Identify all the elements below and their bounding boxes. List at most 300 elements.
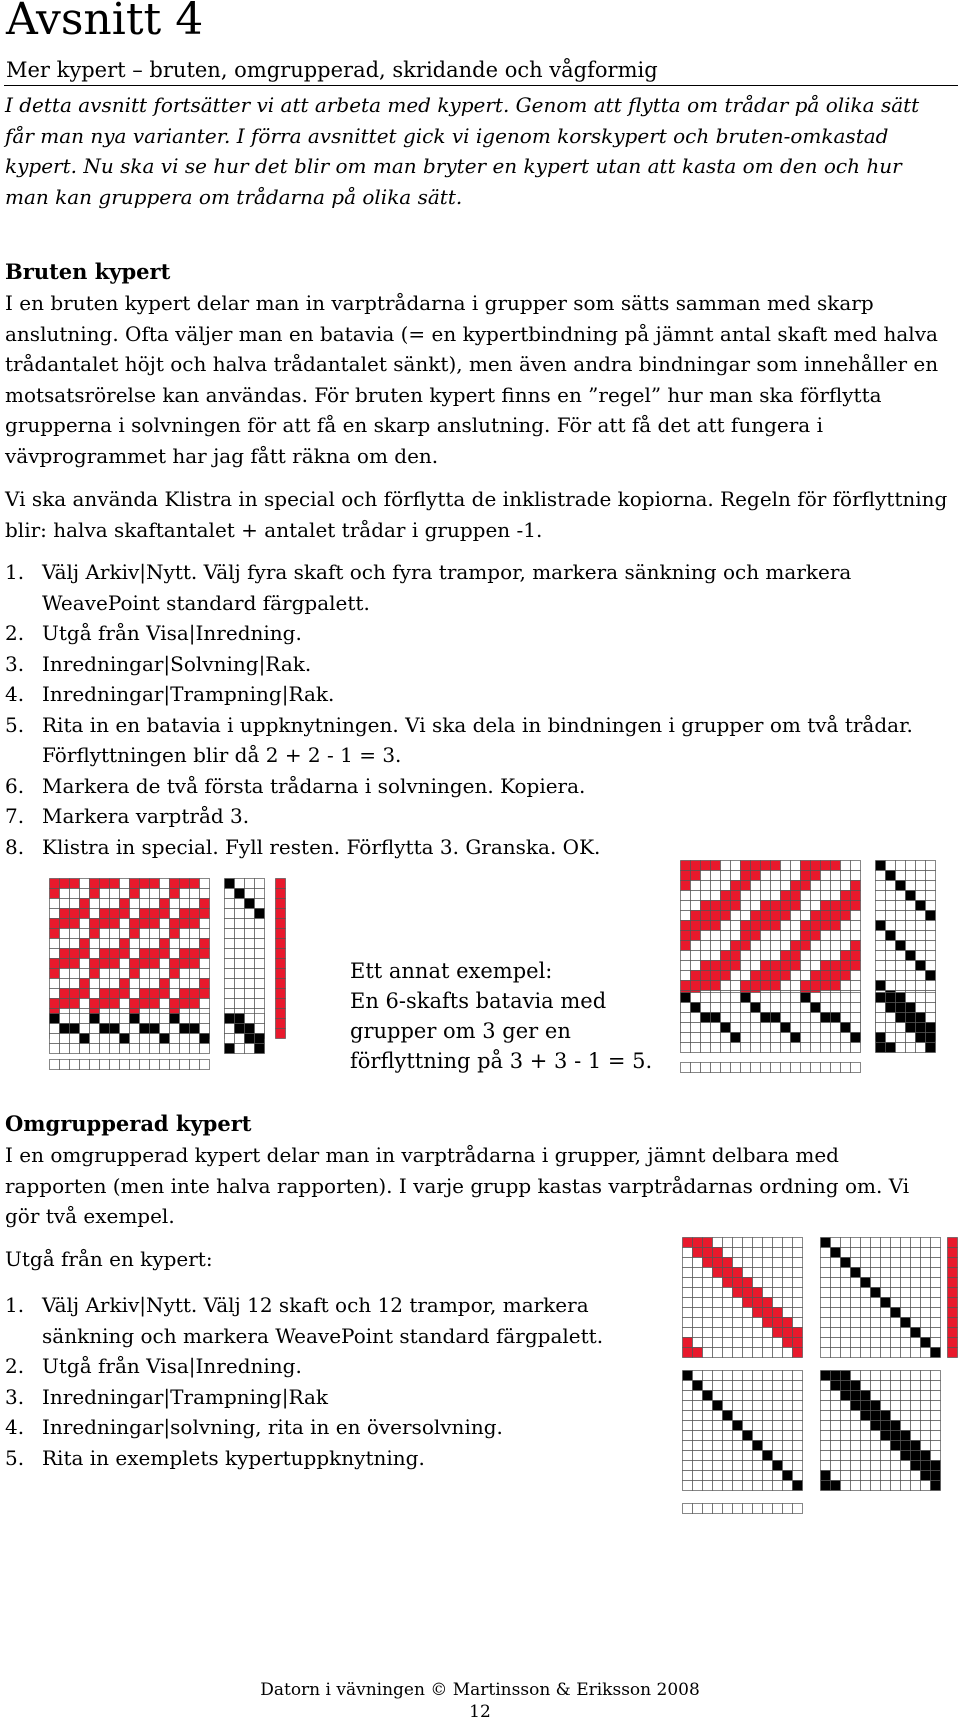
grid-cell <box>60 989 70 999</box>
grid-cell <box>763 1298 773 1308</box>
grid-cell <box>721 881 731 891</box>
grid-cell <box>891 1348 901 1358</box>
grid-cell <box>876 931 886 941</box>
grid-cell <box>851 931 861 941</box>
list-item <box>5 557 930 618</box>
grid-cell <box>276 989 286 999</box>
grid-cell <box>763 1504 773 1514</box>
grid-cell <box>723 1441 733 1451</box>
grid-cell <box>80 999 90 1009</box>
grid-cell <box>886 993 896 1003</box>
grid-cell <box>50 929 60 939</box>
grid-cell <box>841 1371 851 1381</box>
grid-cell <box>731 941 741 951</box>
grid-cell <box>861 1308 871 1318</box>
grid-cell <box>90 929 100 939</box>
grid-cell <box>841 1013 851 1023</box>
grid-cell <box>681 1003 691 1013</box>
grid-cell <box>701 881 711 891</box>
grid-cell <box>753 1431 763 1441</box>
grid-cell <box>763 1348 773 1358</box>
grid-cell <box>723 1348 733 1358</box>
grid-cell <box>906 881 916 891</box>
grid-cell <box>741 891 751 901</box>
grid-cell <box>200 919 210 929</box>
grid-cell <box>255 949 265 959</box>
grid-cell <box>811 881 821 891</box>
grid-cell <box>721 861 731 871</box>
grid-cell <box>691 881 701 891</box>
grid-cell <box>80 1024 90 1034</box>
grid-cell <box>713 1258 723 1268</box>
grid-cell <box>743 1431 753 1441</box>
step-text: Utgå från Visa|Inredning. <box>42 621 302 645</box>
grid-cell <box>235 1034 245 1044</box>
grid-cell <box>783 1431 793 1441</box>
grid-cell <box>100 1060 110 1070</box>
grid-cell <box>691 1003 701 1013</box>
grid-cell <box>861 1471 871 1481</box>
grid-cell <box>50 889 60 899</box>
grid-cell <box>891 1391 901 1401</box>
grid-cell <box>276 969 286 979</box>
grid-cell <box>911 1278 921 1288</box>
grid-cell <box>911 1431 921 1441</box>
grid-cell <box>245 969 255 979</box>
grid-cell <box>811 1043 821 1053</box>
grid-cell <box>255 889 265 899</box>
grid-cell <box>80 979 90 989</box>
grid-cell <box>170 879 180 889</box>
grid-cell <box>881 1391 891 1401</box>
grid-cell <box>926 993 936 1003</box>
grid-cell <box>235 889 245 899</box>
grid-cell <box>731 891 741 901</box>
grid-cell <box>170 929 180 939</box>
grid-cell <box>871 1421 881 1431</box>
grid-cell <box>841 1451 851 1461</box>
figure-bruten-4-shaft-svg <box>49 878 289 1074</box>
grid-cell <box>763 1481 773 1491</box>
grid-cell <box>821 911 831 921</box>
grid-cell <box>821 1268 831 1278</box>
grid-cell <box>861 1371 871 1381</box>
grid-cell <box>683 1461 693 1471</box>
step-text: Markera de två första trådarna i solvningen. Kopiera. <box>42 773 586 798</box>
grid-cell <box>851 961 861 971</box>
grid-cell <box>693 1338 703 1348</box>
grid-cell <box>120 929 130 939</box>
grid-cell <box>180 969 190 979</box>
grid-cell <box>771 941 781 951</box>
grid-cell <box>190 1024 200 1034</box>
step-text: Inredningar|Solvning|Rak. <box>42 651 312 676</box>
grid-cell <box>100 919 110 929</box>
grid-cell <box>731 1003 741 1013</box>
grid-cell <box>190 919 200 929</box>
grid-cell <box>793 1278 803 1288</box>
grid-cell <box>831 1481 841 1491</box>
grid-cell <box>703 1248 713 1258</box>
grid-cell <box>150 969 160 979</box>
grid-cell <box>861 1238 871 1248</box>
grid-cell <box>733 1278 743 1288</box>
grid-cell <box>763 1238 773 1248</box>
grid-cell <box>851 1371 861 1381</box>
grid-cell <box>931 1288 941 1298</box>
grid-cell <box>906 981 916 991</box>
grid-cell <box>276 959 286 969</box>
grid-cell <box>743 1248 753 1258</box>
grid-cell <box>901 1298 911 1308</box>
grid-cell <box>901 1481 911 1491</box>
grid-cell <box>948 1348 958 1358</box>
grid-cell <box>701 971 711 981</box>
grid-cell <box>110 969 120 979</box>
grid-cell <box>811 891 821 901</box>
grid-cell <box>773 1238 783 1248</box>
grid-cell <box>140 989 150 999</box>
grid-cell <box>150 899 160 909</box>
grid-cell <box>693 1288 703 1298</box>
grid-cell <box>50 1024 60 1034</box>
grid-cell <box>791 1013 801 1023</box>
grid-cell <box>891 1298 901 1308</box>
step-text: Välj Arkiv|Nytt. Välj fyra skaft och fyra trampor, markera sänkning och markera WeavePoint standard färgpalett. <box>42 560 852 615</box>
grid-cell <box>821 961 831 971</box>
grid-cell <box>703 1401 713 1411</box>
grid-cell <box>180 959 190 969</box>
grid-cell <box>711 993 721 1003</box>
grid-cell <box>821 891 831 901</box>
grid-cell <box>693 1504 703 1514</box>
grid-cell <box>753 1288 763 1298</box>
grid-cell <box>691 1063 701 1073</box>
grid-cell <box>891 1421 901 1431</box>
grid-cell <box>70 949 80 959</box>
grid-cell <box>793 1328 803 1338</box>
grid-cell <box>821 1371 831 1381</box>
grid-cell <box>140 899 150 909</box>
grid-cell <box>225 979 235 989</box>
grid-cell <box>703 1318 713 1328</box>
grid-cell <box>906 993 916 1003</box>
grid-cell <box>741 921 751 931</box>
grid-cell <box>691 1023 701 1033</box>
grid-cell <box>906 1003 916 1013</box>
grid-cell <box>793 1308 803 1318</box>
grid-cell <box>711 1003 721 1013</box>
grid-cell <box>721 1043 731 1053</box>
grid-cell <box>90 879 100 889</box>
grid-cell <box>851 1338 861 1348</box>
grid-cell <box>821 1248 831 1258</box>
grid-cell <box>120 1024 130 1034</box>
grid-cell <box>851 1441 861 1451</box>
grid-cell <box>753 1411 763 1421</box>
grid-cell <box>255 899 265 909</box>
grid-cell <box>110 879 120 889</box>
grid-cell <box>886 901 896 911</box>
grid-cell <box>90 1034 100 1044</box>
grid-cell <box>876 961 886 971</box>
grid-cell <box>180 1034 190 1044</box>
grid-cell <box>926 1023 936 1033</box>
grid-cell <box>773 1421 783 1431</box>
grid-cell <box>841 891 851 901</box>
grid-cell <box>276 909 286 919</box>
grid-cell <box>100 1014 110 1024</box>
grid-cell <box>821 861 831 871</box>
grid-cell <box>886 951 896 961</box>
grid-cell <box>901 1371 911 1381</box>
grid-cell <box>783 1381 793 1391</box>
grid-cell <box>743 1308 753 1318</box>
grid-cell <box>190 989 200 999</box>
grid-cell <box>711 1043 721 1053</box>
grid-cell <box>130 1034 140 1044</box>
grid-cell <box>190 999 200 1009</box>
grid-cell <box>861 1441 871 1451</box>
grid-cell <box>773 1288 783 1298</box>
grid-cell <box>811 971 821 981</box>
grid-cell <box>703 1298 713 1308</box>
grid-cell <box>851 901 861 911</box>
grid-cell <box>871 1348 881 1358</box>
grid-cell <box>771 993 781 1003</box>
grid-cell <box>901 1461 911 1471</box>
grid-cell <box>140 979 150 989</box>
grid-cell <box>741 911 751 921</box>
grid-cell <box>931 1441 941 1451</box>
list-item <box>5 649 930 680</box>
grid-cell <box>691 871 701 881</box>
grid-cell <box>713 1401 723 1411</box>
grid-cell <box>793 1268 803 1278</box>
grid-cell <box>733 1288 743 1298</box>
grid-cell <box>773 1401 783 1411</box>
grid-cell <box>821 941 831 951</box>
grid-cell <box>120 989 130 999</box>
grid-cell <box>931 1338 941 1348</box>
grid-cell <box>841 951 851 961</box>
grid-cell <box>190 929 200 939</box>
grid-cell <box>731 931 741 941</box>
grid-cell <box>851 1481 861 1491</box>
grid-cell <box>711 1013 721 1023</box>
grid-cell <box>931 1461 941 1471</box>
grid-cell <box>691 951 701 961</box>
grid-cell <box>861 1401 871 1411</box>
grid-cell <box>906 941 916 951</box>
grid-cell <box>160 889 170 899</box>
grid-cell <box>801 971 811 981</box>
grid-cell <box>693 1278 703 1288</box>
step-number: 2. <box>5 621 25 645</box>
grid-cell <box>916 1043 926 1053</box>
grid-cell <box>160 1060 170 1070</box>
grid-cell <box>811 861 821 871</box>
list-item <box>5 1382 645 1413</box>
grid-cell <box>80 1014 90 1024</box>
grid-cell <box>906 971 916 981</box>
grid-cell <box>781 971 791 981</box>
grid-cell <box>751 861 761 871</box>
grid-cell <box>753 1441 763 1451</box>
grid-cell <box>911 1471 921 1481</box>
grid-cell <box>773 1338 783 1348</box>
grid-cell <box>801 921 811 931</box>
list-item <box>5 1290 645 1351</box>
grid-cell <box>723 1391 733 1401</box>
step-text: Välj Arkiv|Nytt. Välj 12 skaft och 12 trampor, markera sänkning och markera WeavePoint standard färgpalett. <box>42 1293 604 1348</box>
grid-cell <box>50 899 60 909</box>
grid-cell <box>225 929 235 939</box>
grid-cell <box>60 949 70 959</box>
grid-cell <box>741 931 751 941</box>
grid-cell <box>831 1063 841 1073</box>
grid-cell <box>763 1401 773 1411</box>
grid-cell <box>876 871 886 881</box>
grid-cell <box>793 1248 803 1258</box>
grid-cell <box>841 1023 851 1033</box>
grid-cell <box>831 1421 841 1431</box>
grid-cell <box>761 1003 771 1013</box>
grid-cell <box>693 1471 703 1481</box>
grid-cell <box>751 941 761 951</box>
grid-cell <box>871 1441 881 1451</box>
grid-cell <box>200 979 210 989</box>
grid-cell <box>901 1441 911 1451</box>
grid-cell <box>783 1268 793 1278</box>
grid-cell <box>120 1034 130 1044</box>
grid-cell <box>911 1391 921 1401</box>
grid-cell <box>841 1248 851 1258</box>
grid-cell <box>130 899 140 909</box>
grid-cell <box>80 879 90 889</box>
grid-cell <box>831 971 841 981</box>
grid-cell <box>743 1371 753 1381</box>
grid-cell <box>235 1024 245 1034</box>
grid-cell <box>861 1298 871 1308</box>
grid-cell <box>926 971 936 981</box>
grid-cell <box>801 961 811 971</box>
grid-cell <box>886 881 896 891</box>
grid-cell <box>831 901 841 911</box>
grid-cell <box>681 941 691 951</box>
grid-cell <box>751 971 761 981</box>
grid-cell <box>763 1431 773 1441</box>
grid-cell <box>693 1238 703 1248</box>
grid-cell <box>821 1023 831 1033</box>
grid-cell <box>801 1063 811 1073</box>
grid-cell <box>100 969 110 979</box>
grid-cell <box>753 1318 763 1328</box>
grid-cell <box>931 1268 941 1278</box>
grid-cell <box>881 1401 891 1411</box>
grid-cell <box>683 1391 693 1401</box>
grid-cell <box>225 889 235 899</box>
grid-cell <box>721 951 731 961</box>
grid-cell <box>683 1318 693 1328</box>
grid-cell <box>691 961 701 971</box>
grid-cell <box>723 1248 733 1258</box>
grid-cell <box>821 971 831 981</box>
grid-cell <box>733 1371 743 1381</box>
grid-cell <box>753 1258 763 1268</box>
grid-cell <box>110 949 120 959</box>
grid-cell <box>711 911 721 921</box>
grid-cell <box>851 1348 861 1358</box>
grid-cell <box>773 1471 783 1481</box>
grid-cell <box>751 931 761 941</box>
grid-cell <box>751 1033 761 1043</box>
grid-cell <box>763 1421 773 1431</box>
grid-cell <box>801 951 811 961</box>
grid-cell <box>225 939 235 949</box>
grid-cell <box>703 1268 713 1278</box>
grid-cell <box>731 871 741 881</box>
grid-cell <box>801 871 811 881</box>
grid-cell <box>225 999 235 1009</box>
grid-cell <box>703 1481 713 1491</box>
grid-cell <box>50 939 60 949</box>
grid-cell <box>731 1043 741 1053</box>
grid-cell <box>255 1034 265 1044</box>
grid-cell <box>245 1034 255 1044</box>
grid-cell <box>773 1451 783 1461</box>
grid-cell <box>180 879 190 889</box>
grid-cell <box>793 1431 803 1441</box>
threading-grid <box>683 1371 803 1491</box>
grid-cell <box>811 911 821 921</box>
step-text: Rita in exemplets kypertuppknytning. <box>42 1445 425 1470</box>
grid-cell <box>926 861 936 871</box>
grid-cell <box>683 1278 693 1288</box>
grid-cell <box>891 1338 901 1348</box>
grid-cell <box>753 1504 763 1514</box>
grid-cell <box>80 959 90 969</box>
grid-cell <box>723 1308 733 1318</box>
grid-cell <box>180 1060 190 1070</box>
grid-cell <box>701 891 711 901</box>
grid-cell <box>821 1003 831 1013</box>
grid-cell <box>180 889 190 899</box>
grid-cell <box>140 1024 150 1034</box>
grid-cell <box>931 1238 941 1248</box>
grid-cell <box>761 901 771 911</box>
grid-cell <box>681 981 691 991</box>
grid-cell <box>190 969 200 979</box>
grid-cell <box>741 951 751 961</box>
grid-cell <box>733 1258 743 1268</box>
step-number: 5. <box>5 712 25 737</box>
grid-cell <box>683 1308 693 1318</box>
grid-cell <box>701 961 711 971</box>
grid-cell <box>743 1381 753 1391</box>
grid-cell <box>831 1288 841 1298</box>
grid-cell <box>886 911 896 921</box>
page-number: 12 <box>469 1702 491 1722</box>
grid-cell <box>70 979 80 989</box>
grid-cell <box>683 1371 693 1381</box>
grid-cell <box>160 919 170 929</box>
grid-cell <box>841 1043 851 1053</box>
grid-cell <box>911 1461 921 1471</box>
header-rule <box>4 85 958 86</box>
grid-cell <box>753 1451 763 1461</box>
figure-bruten-6-shaft <box>680 860 942 1080</box>
